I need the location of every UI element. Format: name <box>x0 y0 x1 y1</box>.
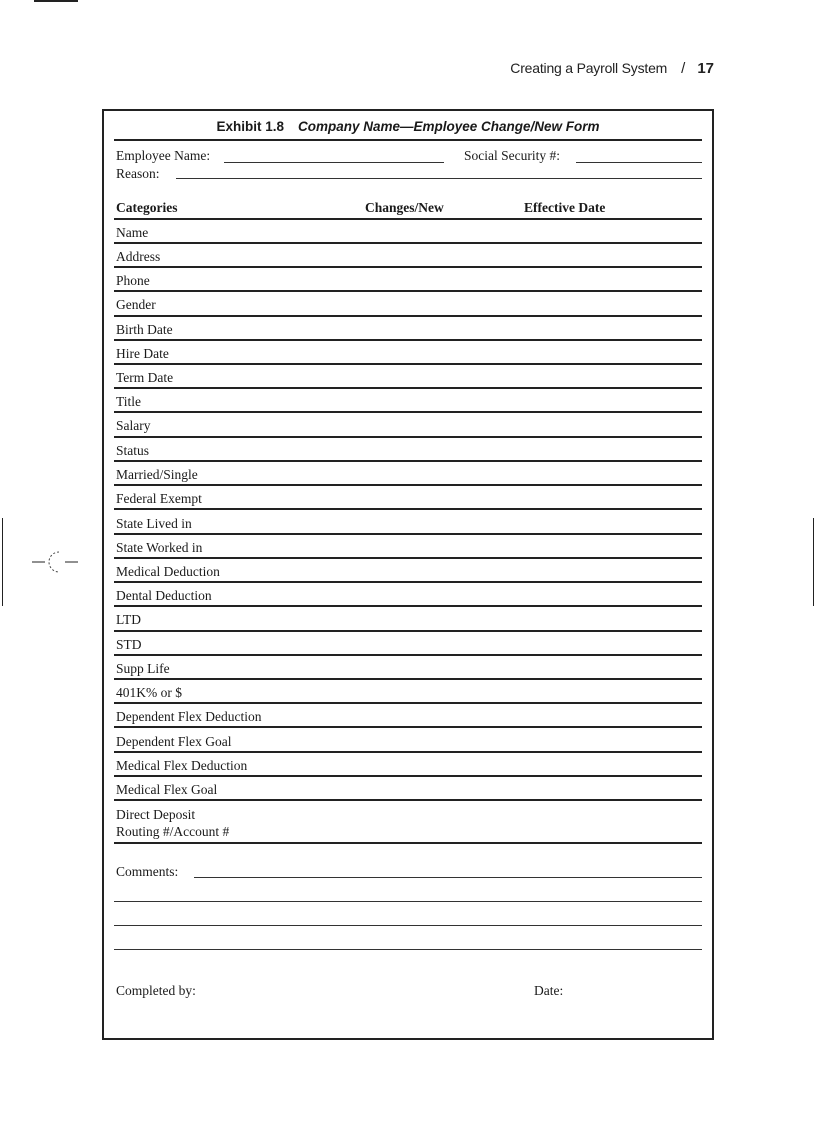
comments-line[interactable] <box>114 925 702 926</box>
row-label: Medical Flex Goal <box>116 782 218 797</box>
row-rule <box>114 533 702 535</box>
row-rule <box>114 605 702 607</box>
row-rule <box>114 242 702 244</box>
form-frame <box>102 109 714 1040</box>
row-label: Dependent Flex Deduction <box>116 709 262 724</box>
comments-line[interactable] <box>114 901 702 902</box>
reason-label: Reason: <box>116 166 160 181</box>
row-label: Supp Life <box>116 661 170 676</box>
row-rule <box>114 266 702 268</box>
row-rule <box>114 363 702 365</box>
row-label: Married/Single <box>116 467 198 482</box>
row-rule <box>114 654 702 656</box>
comments-field[interactable] <box>194 877 702 878</box>
row-label: Gender <box>116 297 156 312</box>
running-header-separator: / <box>681 60 686 77</box>
completed-by-label: Completed by: <box>116 983 196 998</box>
row-rule <box>114 678 702 680</box>
page-number: 17 <box>697 60 714 77</box>
row-label: Name <box>116 225 149 240</box>
row-label: State Worked in <box>116 540 203 555</box>
row-label: LTD <box>116 612 142 627</box>
row-rule <box>114 751 702 753</box>
ssn-field[interactable] <box>576 162 702 163</box>
running-header-title: Creating a Payroll System <box>510 60 668 76</box>
row-label: Medical Deduction <box>116 564 220 579</box>
row-rule <box>114 581 702 583</box>
exhibit-label: Exhibit 1.8 <box>216 119 284 134</box>
row-rule <box>114 726 702 728</box>
row-label: Routing #/Account # <box>116 824 230 839</box>
row-rule <box>114 557 702 559</box>
row-label: Direct Deposit <box>116 807 196 822</box>
row-rule <box>114 290 702 292</box>
exhibit-title <box>114 119 702 134</box>
running-header <box>510 60 714 77</box>
row-rule <box>114 484 702 486</box>
row-label: Birth Date <box>116 322 173 337</box>
row-label: State Lived in <box>116 516 192 531</box>
row-label: 401K% or $ <box>116 685 182 700</box>
row-rule <box>114 436 702 438</box>
row-rule <box>114 799 702 801</box>
ssn-label: Social Security #: <box>464 148 560 163</box>
registration-mark-icon <box>32 548 78 576</box>
row-label: Salary <box>116 418 151 433</box>
row-rule <box>114 508 702 510</box>
date-label: Date: <box>534 983 564 998</box>
row-rule <box>114 411 702 413</box>
row-label: Title <box>116 394 142 409</box>
row-label: Dependent Flex Goal <box>116 734 232 749</box>
row-label: Dental Deduction <box>116 588 212 603</box>
row-rule <box>114 842 702 844</box>
row-rule <box>114 702 702 704</box>
title-rule <box>114 139 702 141</box>
row-rule <box>114 630 702 632</box>
left-edge-mark <box>2 518 3 606</box>
row-label: Status <box>116 443 150 458</box>
column-header-effective-date: Effective Date <box>524 200 606 215</box>
comments-label: Comments: <box>116 864 179 879</box>
reason-field[interactable] <box>176 178 702 179</box>
row-rule <box>114 775 702 777</box>
row-label: Federal Exempt <box>116 491 202 506</box>
row-label: Phone <box>116 273 150 288</box>
row-rule <box>114 387 702 389</box>
row-label: Term Date <box>116 370 174 385</box>
row-rule <box>114 339 702 341</box>
right-edge-mark <box>813 518 814 606</box>
form-name: Company Name—Employee Change/New Form <box>297 119 600 134</box>
column-header-categories: Categories <box>116 200 178 215</box>
top-margin-mark <box>34 0 78 2</box>
employee-name-field[interactable] <box>224 162 444 163</box>
column-header-changes: Changes/New <box>365 200 444 215</box>
row-rule <box>114 460 702 462</box>
employee-name-label: Employee Name: <box>116 148 211 163</box>
row-label: STD <box>116 637 142 652</box>
row-label: Medical Flex Deduction <box>116 758 248 773</box>
row-rule <box>114 315 702 317</box>
row-label: Hire Date <box>116 346 169 361</box>
header-rule <box>114 218 702 220</box>
comments-line[interactable] <box>114 949 702 950</box>
row-label: Address <box>116 249 161 264</box>
